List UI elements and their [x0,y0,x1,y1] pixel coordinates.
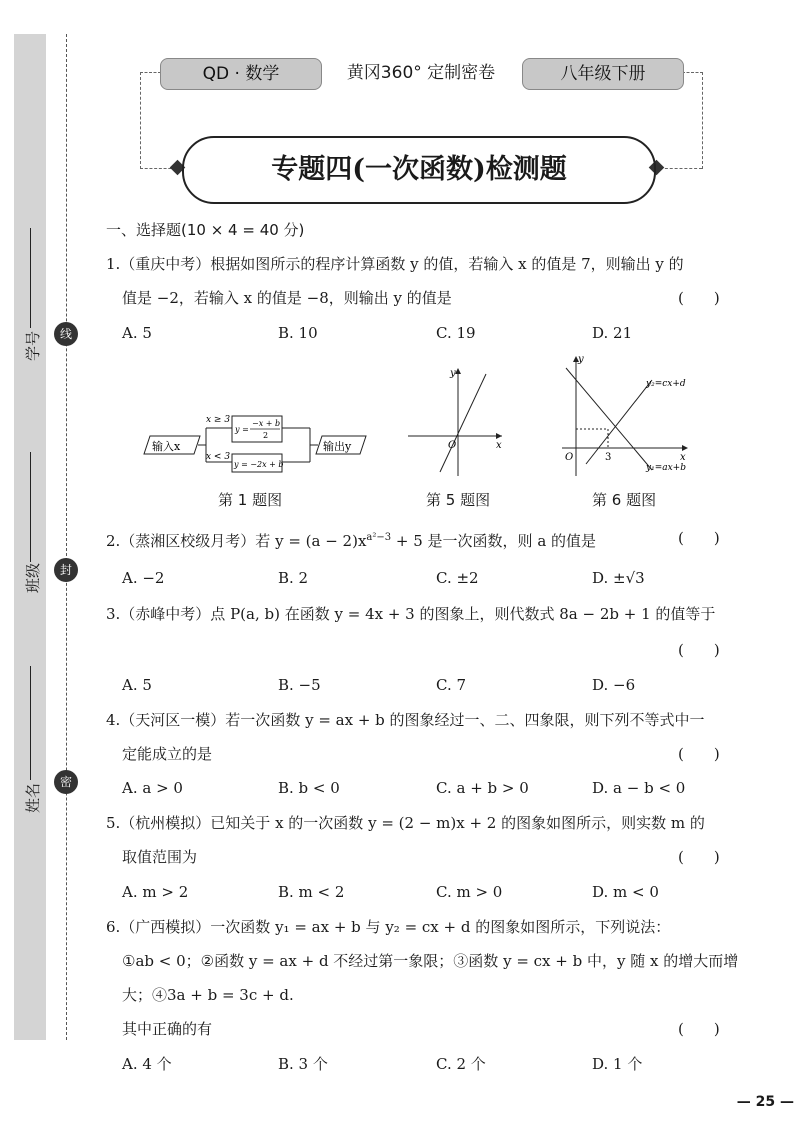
q1-option-b[interactable]: B. 10 [278,324,318,342]
fig5-caption: 第 5 题图 [426,491,491,509]
q6-option-c[interactable]: C. 2 个 [436,1055,486,1073]
q2-line1: 2.（蒸湘区校级月考）若 $y = (a - 2)x^{a^2-3} + 5$ 是一次函数，则 a 的值是 [106,532,597,550]
fig6-tick-3: 3 [605,452,612,463]
fig6-origin-label: O [565,452,574,463]
q6-option-a[interactable]: A. 4 个 [122,1055,172,1073]
fig6-caption: 第 6 题图 [592,491,657,509]
fig6-y1-label: y₁=ax+b [646,463,686,473]
fig1-cond-bottom: x < 3 [206,452,231,462]
fig6-line-y2 [586,380,652,464]
q3-answer-blank[interactable]: ( ) [678,641,720,659]
q5-answer-blank[interactable]: ( ) [678,848,720,866]
fig5-y-label: y [450,368,456,379]
fig5-origin-label: O [448,440,457,451]
q5-option-d[interactable]: D. m < 0 [592,883,659,901]
q2-option-c[interactable]: C. ±2 [436,569,479,587]
name-field[interactable] [30,666,31,780]
fig1-box-top-den: 2 [263,431,269,440]
section-heading: 一、选择题(10 × 4 = 40 分) [106,221,305,239]
q1-option-a[interactable]: A. 5 [122,324,152,342]
fig5-x-label: x [496,440,502,451]
q3-line1: 3.（赤峰中考）点 P(a, b) 在函数 y = 4x + 3 的图象上，则代数式 8a − 2b + 1 的值等于 [106,605,716,623]
q6-option-b[interactable]: B. 3 个 [278,1055,328,1073]
fig1-box-top-num: −x + b [252,419,281,428]
fig1-cond-top: x ≥ 3 [206,415,231,425]
student-id-label: 学号 [24,330,43,362]
grade-badge: 八年级下册 [522,58,684,90]
fig6-x-label: x [680,452,686,463]
q4-option-b[interactable]: B. b < 0 [278,779,340,797]
fig1-box-top-lhs: y = [235,425,249,434]
q2-option-a[interactable]: A. −2 [122,569,165,587]
fig1-caption: 第 1 题图 [218,491,283,509]
fig1-box-bottom-text: y = −2x + b [234,460,284,469]
q2-option-d[interactable]: D. ±√3 [592,569,645,587]
q5-option-c[interactable]: C. m > 0 [436,883,503,901]
page-number: — 25 — [736,1094,794,1110]
q6-answer-blank[interactable]: ( ) [678,1020,720,1038]
name-label: 姓名 [24,782,43,814]
fig1-input-label: 输入x [152,440,181,453]
q2-exponent: a²−3 [366,532,392,543]
title-connector-right [660,168,702,169]
class-field[interactable] [30,452,31,562]
fig6-graph [556,352,700,482]
q1-line1: 1.（重庆中考）根据如图所示的程序计算函数 y 的值，若输入 x 的值是 7，则输出 y 的 [106,255,684,273]
q4-line2: 定能成立的是 [122,745,213,763]
q4-line1: 4.（天河区一模）若一次函数 y = ax + b 的图象经过一、二、四象限，则下列不等式中一 [106,711,705,729]
q2-option-b[interactable]: B. 2 [278,569,309,587]
fig6-y-label: y [578,354,584,365]
q3-option-d[interactable]: D. −6 [592,676,636,694]
q5-line1: 5.（杭州模拟）已知关于 x 的一次函数 y = (2 − m)x + 2 的图象如图所示，则实数 m 的 [106,814,705,832]
page-title: 专题四(一次函数)检测题 [182,136,656,204]
q5-option-a[interactable]: A. m > 2 [122,883,189,901]
q3-option-c[interactable]: C. 7 [436,676,467,694]
q3-option-b[interactable]: B. −5 [278,676,321,694]
q1-option-c[interactable]: C. 19 [436,324,476,342]
student-id-field[interactable] [30,228,31,328]
q6-option-d[interactable]: D. 1 个 [592,1055,643,1073]
series-title: 黄冈360° 定制密卷 [346,63,496,83]
q1-answer-blank[interactable]: ( ) [678,289,720,307]
class-label: 班级 [24,562,43,594]
q6-line4: 其中正确的有 [122,1020,213,1038]
q3-option-a[interactable]: A. 5 [122,676,152,694]
q4-option-a[interactable]: A. a > 0 [122,779,183,797]
seal-line-mark: 线 [54,322,78,346]
header-connector-left [140,72,161,169]
fig5-graph [404,364,508,480]
q5-option-b[interactable]: B. m < 2 [278,883,345,901]
fig5-line [440,374,486,472]
fig6-y2-label: y₂=cx+d [646,379,686,389]
q5-line2: 取值范围为 [122,848,198,866]
q6-line2: ①ab < 0；②函数 y = ax + d 不经过第一象限；③函数 y = cx + b 中，y 随 x 的增大而增 [122,952,739,970]
q4-option-c[interactable]: C. a + b > 0 [436,779,529,797]
subject-badge: QD · 数学 [160,58,322,90]
seal-seal-mark: 封 [54,558,78,582]
q4-answer-blank[interactable]: ( ) [678,745,720,763]
q6-line3: 大；④3a + b = 3c + d. [122,986,294,1004]
q4-option-d[interactable]: D. a − b < 0 [592,779,686,797]
q1-option-d[interactable]: D. 21 [592,324,633,342]
q2-answer-blank[interactable]: ( ) [678,529,720,547]
cut-line [66,34,67,1040]
q1-line2: 值是 −2，若输入 x 的值是 −8，则输出 y 的值是 [122,289,452,307]
fig1-flowchart [140,410,370,480]
header-connector-right [682,72,703,169]
q6-line1: 6.（广西模拟）一次函数 y₁ = ax + b 与 y₂ = cx + d 的图象如图所示，下列说法： [106,918,671,936]
seal-dense-mark: 密 [54,770,78,794]
fig1-output-label: 输出y [323,440,352,453]
